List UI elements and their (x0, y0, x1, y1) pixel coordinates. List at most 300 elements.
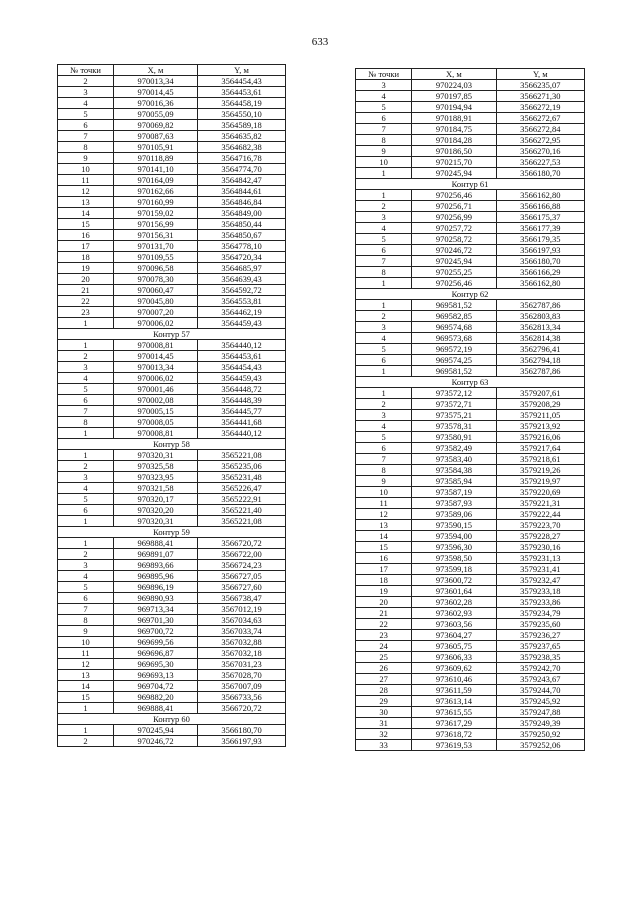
table-row (356, 190, 585, 201)
x-coordinate-cell: 970001,46 (114, 384, 198, 395)
table-row (356, 707, 585, 718)
point-number-cell: 1 (356, 190, 412, 201)
x-coordinate-cell: 969574,25 (412, 355, 496, 366)
x-coordinate-cell: 970156,99 (114, 219, 198, 230)
table-row (356, 630, 585, 641)
y-coordinate-cell: 3564850,67 (198, 230, 286, 241)
y-coordinate-cell: 3566720,72 (198, 703, 286, 714)
point-number-cell: 1 (356, 278, 412, 289)
x-coordinate-cell: 969890,93 (114, 593, 198, 604)
y-coordinate-cell: 3564454,43 (198, 362, 286, 373)
table-row (356, 410, 585, 421)
x-coordinate-cell: 973596,30 (412, 542, 496, 553)
contour-label: Контур 62 (356, 289, 585, 300)
point-number-cell: 3 (356, 322, 412, 333)
contour-header-row (58, 714, 286, 725)
point-number-cell: 4 (356, 421, 412, 432)
table-row (356, 674, 585, 685)
y-coordinate-cell: 3566177,39 (496, 223, 584, 234)
point-number-cell: 3 (356, 80, 412, 91)
point-number-cell: 4 (58, 571, 114, 582)
y-coordinate-cell: 3579218,61 (496, 454, 584, 465)
x-coordinate-cell: 970014,45 (114, 351, 198, 362)
x-coordinate-cell: 973604,27 (412, 630, 496, 641)
y-coordinate-cell: 3566733,56 (198, 692, 286, 703)
point-number-cell: 12 (356, 509, 412, 520)
point-number-cell: 22 (58, 296, 114, 307)
table-row (58, 186, 286, 197)
table-row (356, 168, 585, 179)
point-number-cell: 1 (58, 516, 114, 527)
point-number-cell: 7 (58, 406, 114, 417)
x-coordinate-cell: 973606,33 (412, 652, 496, 663)
y-coordinate-cell: 3562794,18 (496, 355, 584, 366)
y-coordinate-cell: 3562787,86 (496, 366, 584, 377)
point-number-cell: 1 (356, 366, 412, 377)
table-row (356, 619, 585, 630)
x-coordinate-cell: 973575,21 (412, 410, 496, 421)
x-coordinate-cell: 970194,94 (412, 102, 496, 113)
table-row (356, 542, 585, 553)
y-coordinate-cell: 3567031,23 (198, 659, 286, 670)
y-coordinate-cell: 3564550,10 (198, 109, 286, 120)
table-row (58, 120, 286, 131)
table-row (58, 637, 286, 648)
x-coordinate-cell: 969895,96 (114, 571, 198, 582)
y-coordinate-cell: 3566738,47 (198, 593, 286, 604)
x-coordinate-cell: 970013,34 (114, 362, 198, 373)
point-number-cell: 20 (58, 274, 114, 285)
table-row (356, 487, 585, 498)
y-coordinate-cell: 3566166,88 (496, 201, 584, 212)
point-number-cell: 22 (356, 619, 412, 630)
header-x: X, м (114, 65, 198, 76)
point-number-cell: 15 (58, 219, 114, 230)
x-coordinate-cell: 973602,93 (412, 608, 496, 619)
point-number-cell: 10 (58, 637, 114, 648)
point-number-cell: 7 (356, 124, 412, 135)
point-number-cell: 1 (356, 168, 412, 179)
table-header-row (58, 65, 286, 76)
table-row (58, 307, 286, 318)
y-coordinate-cell: 3562813,34 (496, 322, 584, 333)
y-coordinate-cell: 3562814,38 (496, 333, 584, 344)
table-row (58, 230, 286, 241)
table-row (58, 670, 286, 681)
point-number-cell: 4 (356, 333, 412, 344)
table-row (356, 740, 585, 751)
y-coordinate-cell: 3579249,39 (496, 718, 584, 729)
x-coordinate-cell: 970164,09 (114, 175, 198, 186)
point-number-cell: 14 (356, 531, 412, 542)
point-number-cell: 3 (58, 560, 114, 571)
x-coordinate-cell: 969704,72 (114, 681, 198, 692)
x-coordinate-cell: 970246,72 (412, 245, 496, 256)
y-coordinate-cell: 3566235,07 (496, 80, 584, 91)
table-row (356, 663, 585, 674)
x-coordinate-cell: 970186,50 (412, 146, 496, 157)
y-coordinate-cell: 3579219,26 (496, 465, 584, 476)
y-coordinate-cell: 3564850,44 (198, 219, 286, 230)
x-coordinate-cell: 970320,20 (114, 505, 198, 516)
table-row (58, 417, 286, 428)
x-coordinate-cell: 973599,18 (412, 564, 496, 575)
y-coordinate-cell: 3565221,40 (198, 505, 286, 516)
x-coordinate-cell: 969699,56 (114, 637, 198, 648)
x-coordinate-cell: 973609,62 (412, 663, 496, 674)
point-number-cell: 9 (58, 153, 114, 164)
x-coordinate-cell: 969695,30 (114, 659, 198, 670)
contour-header-row (356, 377, 585, 388)
contour-header-row (356, 179, 585, 190)
table-row (58, 516, 286, 527)
y-coordinate-cell: 3566166,29 (496, 267, 584, 278)
y-coordinate-cell: 3579213,92 (496, 421, 584, 432)
coordinates-table-right (355, 68, 585, 751)
table-row (58, 538, 286, 549)
x-coordinate-cell: 973602,28 (412, 597, 496, 608)
table-row (356, 718, 585, 729)
y-coordinate-cell: 3579223,70 (496, 520, 584, 531)
point-number-cell: 1 (58, 725, 114, 736)
x-coordinate-cell: 970162,66 (114, 186, 198, 197)
x-coordinate-cell: 969891,07 (114, 549, 198, 560)
x-coordinate-cell: 970245,94 (412, 256, 496, 267)
y-coordinate-cell: 3579247,88 (496, 707, 584, 718)
table-row (356, 553, 585, 564)
contour-label: Контур 63 (356, 377, 585, 388)
x-coordinate-cell: 970197,85 (412, 91, 496, 102)
y-coordinate-cell: 3564453,61 (198, 87, 286, 98)
point-number-cell: 2 (58, 736, 114, 747)
y-coordinate-cell: 3564459,43 (198, 373, 286, 384)
x-coordinate-cell: 970008,05 (114, 417, 198, 428)
table-row (58, 153, 286, 164)
y-coordinate-cell: 3579242,70 (496, 663, 584, 674)
y-coordinate-cell: 3567007,09 (198, 681, 286, 692)
table-row (58, 659, 286, 670)
y-coordinate-cell: 3564685,97 (198, 263, 286, 274)
x-coordinate-cell: 969573,68 (412, 333, 496, 344)
table-row (356, 355, 585, 366)
point-number-cell: 30 (356, 707, 412, 718)
table-row (356, 597, 585, 608)
table-row (356, 575, 585, 586)
y-coordinate-cell: 3566175,37 (496, 212, 584, 223)
y-coordinate-cell: 3566272,84 (496, 124, 584, 135)
contour-header-row (58, 527, 286, 538)
y-coordinate-cell: 3565221,08 (198, 450, 286, 461)
point-number-cell: 4 (356, 91, 412, 102)
x-coordinate-cell: 973603,56 (412, 619, 496, 630)
point-number-cell: 16 (356, 553, 412, 564)
point-number-cell: 11 (356, 498, 412, 509)
point-number-cell: 17 (356, 564, 412, 575)
point-number-cell: 13 (356, 520, 412, 531)
point-number-cell: 6 (58, 505, 114, 516)
table-row (356, 509, 585, 520)
table-row (58, 351, 286, 362)
point-number-cell: 5 (356, 432, 412, 443)
y-coordinate-cell: 3566724,23 (198, 560, 286, 571)
point-number-cell: 5 (58, 109, 114, 120)
y-coordinate-cell: 3566272,95 (496, 135, 584, 146)
page-number: 633 (311, 36, 329, 48)
contour-header-row (58, 329, 286, 340)
point-number-cell: 3 (58, 472, 114, 483)
table-row (58, 285, 286, 296)
y-coordinate-cell: 3579235,60 (496, 619, 584, 630)
x-coordinate-cell: 970159,02 (114, 208, 198, 219)
y-coordinate-cell: 3567032,88 (198, 637, 286, 648)
table-row (58, 362, 286, 373)
contour-header-row (356, 289, 585, 300)
point-number-cell: 1 (58, 703, 114, 714)
table-row (58, 494, 286, 505)
table-row (58, 703, 286, 714)
y-coordinate-cell: 3564553,81 (198, 296, 286, 307)
y-coordinate-cell: 3566197,93 (496, 245, 584, 256)
point-number-cell: 11 (58, 175, 114, 186)
table-row (356, 729, 585, 740)
table-row (58, 219, 286, 230)
table-row (356, 586, 585, 597)
point-number-cell: 23 (58, 307, 114, 318)
point-number-cell: 8 (58, 142, 114, 153)
y-coordinate-cell: 3579228,27 (496, 531, 584, 542)
point-number-cell: 23 (356, 630, 412, 641)
x-coordinate-cell: 973611,59 (412, 685, 496, 696)
point-number-cell: 19 (58, 263, 114, 274)
point-number-cell: 6 (356, 355, 412, 366)
x-coordinate-cell: 970245,94 (412, 168, 496, 179)
point-number-cell: 33 (356, 740, 412, 751)
y-coordinate-cell: 3564778,10 (198, 241, 286, 252)
table-row (58, 725, 286, 736)
y-coordinate-cell: 3564441,68 (198, 417, 286, 428)
point-number-cell: 4 (58, 98, 114, 109)
y-coordinate-cell: 3566179,35 (496, 234, 584, 245)
table-row (356, 641, 585, 652)
y-coordinate-cell: 3564440,12 (198, 428, 286, 439)
table-row (356, 278, 585, 289)
x-coordinate-cell: 973583,40 (412, 454, 496, 465)
x-coordinate-cell: 969888,41 (114, 703, 198, 714)
point-number-cell: 9 (58, 626, 114, 637)
point-number-cell: 12 (58, 186, 114, 197)
y-coordinate-cell: 3579236,27 (496, 630, 584, 641)
y-coordinate-cell: 3562796,41 (496, 344, 584, 355)
table-row (356, 157, 585, 168)
x-coordinate-cell: 973594,00 (412, 531, 496, 542)
table-row (58, 373, 286, 384)
y-coordinate-cell: 3579243,67 (496, 674, 584, 685)
point-number-cell: 2 (58, 549, 114, 560)
point-number-cell: 15 (58, 692, 114, 703)
y-coordinate-cell: 3566162,80 (496, 190, 584, 201)
x-coordinate-cell: 969693,13 (114, 670, 198, 681)
y-coordinate-cell: 3579234,79 (496, 608, 584, 619)
table-row (58, 76, 286, 87)
x-coordinate-cell: 969700,72 (114, 626, 198, 637)
table-row (58, 549, 286, 560)
x-coordinate-cell: 970256,99 (412, 212, 496, 223)
x-coordinate-cell: 970118,89 (114, 153, 198, 164)
x-coordinate-cell: 969896,19 (114, 582, 198, 593)
y-coordinate-cell: 3566197,93 (198, 736, 286, 747)
point-number-cell: 21 (58, 285, 114, 296)
point-number-cell: 1 (58, 450, 114, 461)
point-number-cell: 6 (58, 395, 114, 406)
point-number-cell: 24 (356, 641, 412, 652)
table-row (58, 109, 286, 120)
x-coordinate-cell: 970006,02 (114, 373, 198, 384)
table-row (58, 175, 286, 186)
point-number-cell: 6 (356, 113, 412, 124)
x-coordinate-cell: 970257,72 (412, 223, 496, 234)
point-number-cell: 32 (356, 729, 412, 740)
y-coordinate-cell: 3566727,60 (198, 582, 286, 593)
y-coordinate-cell: 3579232,47 (496, 575, 584, 586)
table-row (58, 384, 286, 395)
x-coordinate-cell: 973605,75 (412, 641, 496, 652)
x-coordinate-cell: 970255,25 (412, 267, 496, 278)
y-coordinate-cell: 3579220,69 (496, 487, 584, 498)
point-number-cell: 7 (356, 256, 412, 267)
y-coordinate-cell: 3564682,38 (198, 142, 286, 153)
point-number-cell: 1 (58, 318, 114, 329)
table-row (356, 520, 585, 531)
point-number-cell: 5 (356, 102, 412, 113)
contour-label: Контур 58 (58, 439, 286, 450)
table-row (356, 432, 585, 443)
point-number-cell: 10 (356, 487, 412, 498)
y-coordinate-cell: 3564453,61 (198, 351, 286, 362)
point-number-cell: 20 (356, 597, 412, 608)
x-coordinate-cell: 969581,52 (412, 366, 496, 377)
y-coordinate-cell: 3566271,30 (496, 91, 584, 102)
table-row (58, 428, 286, 439)
table-row (356, 146, 585, 157)
table-row (58, 87, 286, 98)
table-row (356, 465, 585, 476)
point-number-cell: 15 (356, 542, 412, 553)
point-number-cell: 5 (356, 344, 412, 355)
x-coordinate-cell: 970013,34 (114, 76, 198, 87)
point-number-cell: 8 (356, 465, 412, 476)
header-y: Y, м (198, 65, 286, 76)
point-number-cell: 3 (356, 410, 412, 421)
point-number-cell: 13 (58, 197, 114, 208)
x-coordinate-cell: 969713,34 (114, 604, 198, 615)
table-row (356, 344, 585, 355)
point-number-cell: 14 (58, 208, 114, 219)
point-number-cell: 16 (58, 230, 114, 241)
x-coordinate-cell: 973600,72 (412, 575, 496, 586)
x-coordinate-cell: 970016,36 (114, 98, 198, 109)
y-coordinate-cell: 3567034,63 (198, 615, 286, 626)
x-coordinate-cell: 970245,94 (114, 725, 198, 736)
point-number-cell: 3 (356, 212, 412, 223)
y-coordinate-cell: 3566180,70 (496, 256, 584, 267)
table-row (356, 245, 585, 256)
contour-label: Контур 57 (58, 329, 286, 340)
y-coordinate-cell: 3566270,16 (496, 146, 584, 157)
point-number-cell: 10 (356, 157, 412, 168)
x-coordinate-cell: 970109,55 (114, 252, 198, 263)
point-number-cell: 9 (356, 476, 412, 487)
table-row (58, 626, 286, 637)
point-number-cell: 6 (58, 593, 114, 604)
point-number-cell: 6 (356, 443, 412, 454)
y-coordinate-cell: 3566272,19 (496, 102, 584, 113)
point-number-cell: 14 (58, 681, 114, 692)
point-number-cell: 25 (356, 652, 412, 663)
table-row (58, 208, 286, 219)
x-coordinate-cell: 970078,30 (114, 274, 198, 285)
table-row (58, 736, 286, 747)
y-coordinate-cell: 3579219,97 (496, 476, 584, 487)
table-row (58, 483, 286, 494)
table-row (58, 296, 286, 307)
table-row (58, 406, 286, 417)
x-coordinate-cell: 970256,46 (412, 278, 496, 289)
table-row (356, 300, 585, 311)
x-coordinate-cell: 973587,19 (412, 487, 496, 498)
x-coordinate-cell: 969581,52 (412, 300, 496, 311)
point-number-cell: 8 (356, 267, 412, 278)
y-coordinate-cell: 3564462,19 (198, 307, 286, 318)
point-number-cell: 1 (356, 300, 412, 311)
x-coordinate-cell: 973590,15 (412, 520, 496, 531)
point-number-cell: 5 (58, 494, 114, 505)
table-row (356, 399, 585, 410)
table-row (58, 241, 286, 252)
y-coordinate-cell: 3564844,61 (198, 186, 286, 197)
y-coordinate-cell: 3564589,18 (198, 120, 286, 131)
contour-label: Контур 61 (356, 179, 585, 190)
y-coordinate-cell: 3567032,18 (198, 648, 286, 659)
y-coordinate-cell: 3579231,41 (496, 564, 584, 575)
y-coordinate-cell: 3579208,29 (496, 399, 584, 410)
y-coordinate-cell: 3565221,08 (198, 516, 286, 527)
x-coordinate-cell: 970320,17 (114, 494, 198, 505)
x-coordinate-cell: 970008,81 (114, 428, 198, 439)
y-coordinate-cell: 3564459,43 (198, 318, 286, 329)
contour-label: Контур 59 (58, 527, 286, 538)
x-coordinate-cell: 970321,58 (114, 483, 198, 494)
y-coordinate-cell: 3564458,19 (198, 98, 286, 109)
y-coordinate-cell: 3579221,31 (496, 498, 584, 509)
table-row (58, 692, 286, 703)
y-coordinate-cell: 3564774,70 (198, 164, 286, 175)
y-coordinate-cell: 3566162,80 (496, 278, 584, 289)
x-coordinate-cell: 970105,91 (114, 142, 198, 153)
y-coordinate-cell: 3564849,00 (198, 208, 286, 219)
x-coordinate-cell: 973618,72 (412, 729, 496, 740)
x-coordinate-cell: 970184,28 (412, 135, 496, 146)
point-number-cell: 17 (58, 241, 114, 252)
table-row (58, 131, 286, 142)
table-row (356, 124, 585, 135)
x-coordinate-cell: 969572,19 (412, 344, 496, 355)
x-coordinate-cell: 973610,46 (412, 674, 496, 685)
point-number-cell: 26 (356, 663, 412, 674)
x-coordinate-cell: 970141,10 (114, 164, 198, 175)
x-coordinate-cell: 973578,31 (412, 421, 496, 432)
table-row (356, 256, 585, 267)
table-row (58, 164, 286, 175)
